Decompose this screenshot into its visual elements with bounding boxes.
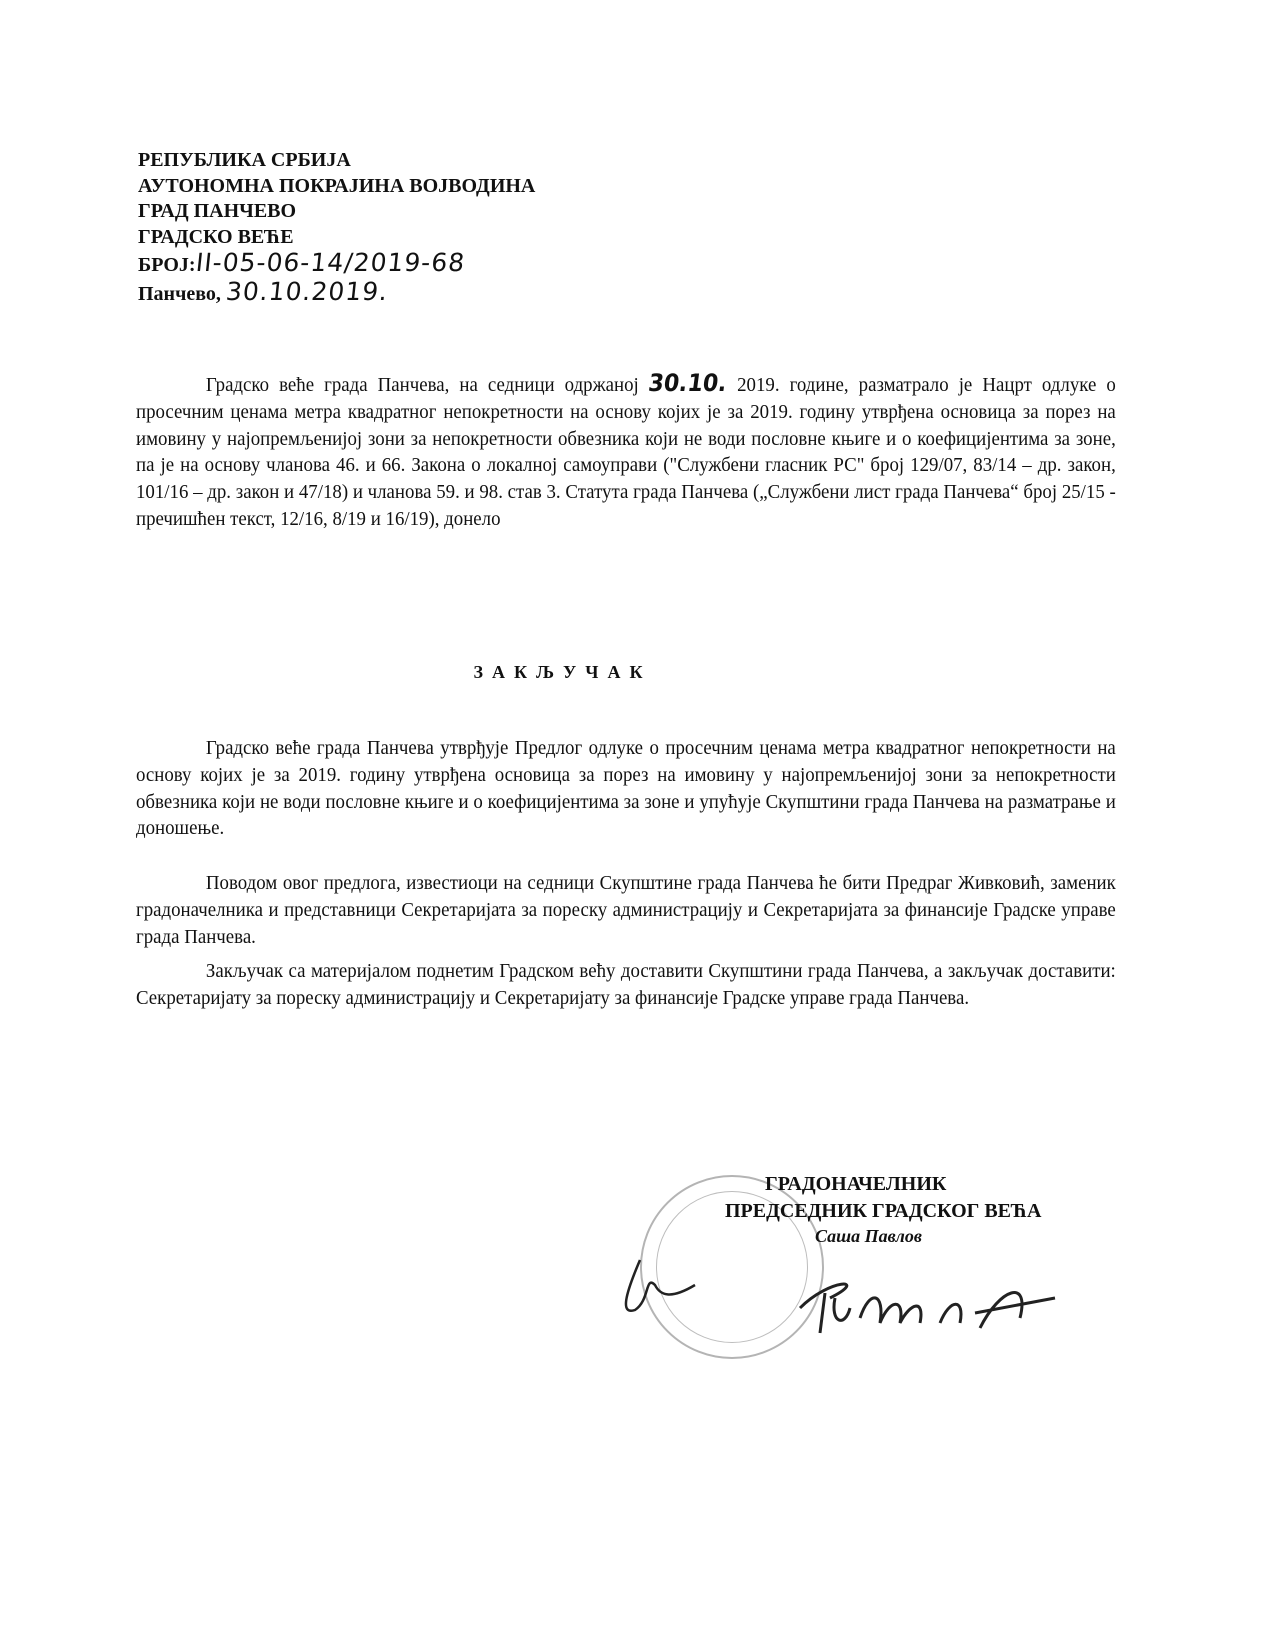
document-date: Панчево, 30.10.2019. — [138, 276, 390, 306]
signatory-title-president: ПРЕДСЕДНИК ГРАДСКОГ ВЕЋА — [725, 1200, 1042, 1222]
body-paragraph: Закључак са материјалом поднетим Градском већу доставити Скупштини града Панчева, а закључак доставити: Секретаријату за пореску администрацију и Секретаријату за финансије Градске управе града Панчева. — [136, 960, 1116, 1009]
handwritten-date: 30.10.2019. — [224, 276, 390, 306]
header-line-republic: РЕПУБЛИКА СРБИЈА — [138, 149, 351, 171]
document-header — [138, 148, 535, 307]
intro-paragraph: Градско веће града Панчева, на седници одржаној 30.10. 2019. године, разматрало је Нацрт одлуке о просечним ценама метра квадратног непокретности на основу којих је за 2019. годину утврђена основица за порез на имовину у најопремљенијој зони за непокретности обвезника који не води пословне књиге и о коефицијентима за зоне, па је на основу чланова 46. и 66. Закона о локалној самоуправи ("Службени гласник РС" број 129/07, 83/14 – др. закон, 101/16 – др. закон и 47/18) и чланова 59. и 98. став 3. Статута града Панчева („Службени лист града Панчева“ број 25/15 - пречишћен текст, 12/16, 8/19 и 16/19), донело — [136, 369, 1116, 530]
header-line-council: ГРАДСКО ВЕЋЕ — [138, 225, 294, 248]
document-title: ЗАКЉУЧАК — [473, 662, 652, 682]
signatory-title-mayor: ГРАДОНАЧЕЛНИК — [765, 1173, 947, 1195]
signatory-name: Саша Павлов — [815, 1226, 922, 1246]
header-line-city: ГРАД ПАНЧЕВО — [138, 200, 297, 222]
handwritten-session-date: 30.10. — [647, 369, 729, 397]
handwritten-number: II-05-06-14/2019-68 — [194, 248, 467, 277]
initials-signature — [615, 1255, 705, 1325]
handwritten-signature — [790, 1268, 1070, 1348]
body-paragraph: Градско веће града Панчева утврђује Предлог одлуке о просечним ценама метра квадратног непокретности на основу којих је за 2019. годину утврђена основица за порез на имовину у најопремљенијој зони за непокретности обвезника који не води пословне књиге и о коефицијентима за зоне и упућује Скупштини града Панчева на разматрање и доношење. — [136, 737, 1116, 840]
document-number: БРОЈ:II-05-06-14/2019-68 — [138, 248, 467, 277]
header-line-province: АУТОНОМНА ПОКРАЈИНА ВОЈВОДИНА — [138, 174, 536, 197]
body-paragraph: Поводом овог предлога, известиоци на седници Скупштине града Панчева ће бити Предраг Живковић, заменик градоначелника и представници Секретаријата за пореску администрацију и Секретаријата за финансије Градске управе града Панчева. — [136, 872, 1116, 948]
